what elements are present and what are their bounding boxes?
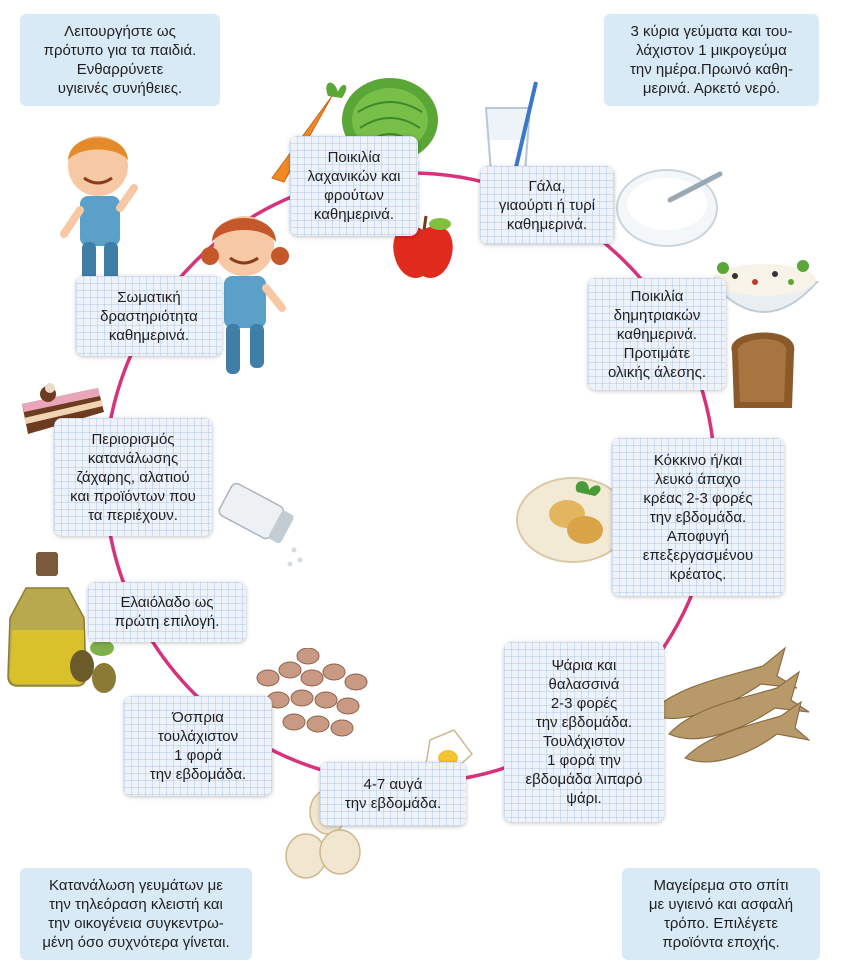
card-legumes-text: Όσπρια τουλάχιστον 1 φορά την εβδομάδα. [149, 709, 247, 783]
card-olive-oil-text: Ελαιόλαδο ως πρώτη επιλογή. [114, 594, 220, 630]
card-meat-text: Κόκκινο ή/και λευκό άπαχο κρέας 2-3 φορές την εβδομάδα. Αποφυγή επεξεργασμένου κρέατος. [642, 451, 754, 583]
yogurt-bowl-icon [612, 160, 732, 250]
card-vegetables-fruits-text: Ποικιλία λαχανικών και φρούτων καθημερινά. [307, 149, 401, 223]
note-meals [604, 14, 819, 106]
note-home-cooking-text: Μαγείρεμα στο σπίτι με υγιεινό και ασφαλή τρόπο. Επιλέγετε προϊόντα εποχής. [648, 877, 794, 951]
card-physical-activity-text: Σωματική δραστηριότητα καθημερινά. [100, 288, 198, 344]
card-eggs-text: 4-7 αυγά την εβδομάδα. [344, 776, 442, 812]
card-dairy-text: Γάλα, γιαούρτι ή τυρί καθημερινά. [498, 177, 596, 233]
card-sugar-salt [54, 418, 212, 536]
fish-icon [645, 636, 810, 766]
note-family-meals [20, 868, 252, 960]
card-olive-oil [88, 582, 246, 642]
card-dairy [480, 166, 614, 244]
card-cereals-text: Ποικιλία δημητριακών καθημερινά. Προτιμάτε ολικής άλεσης. [608, 287, 706, 381]
note-role-model-text: Λειτουργήστε ως πρότυπο για τα παιδιά. Ενθαρρύνετε υγιεινές συνήθειες. [43, 23, 197, 97]
card-legumes [124, 696, 272, 796]
card-meat [612, 438, 784, 596]
note-meals-text: 3 κύρια γεύματα και του- λάχιστον 1 μικρογεύμα την ημέρα.Πρωινό καθη- μερινά. Αρκετό νερό. [629, 23, 794, 97]
bread-icon [722, 322, 802, 414]
card-sugar-salt-text: Περιορισμός κατανάλωσης ζάχαρης, αλατιού και προϊόντων που τα περιέχουν. [70, 430, 196, 524]
note-role-model [20, 14, 220, 106]
card-fish [504, 642, 664, 822]
card-cereals [588, 278, 726, 390]
card-physical-activity [76, 276, 222, 356]
salt-shaker-icon [210, 478, 310, 574]
running-boy-icon [60, 130, 140, 300]
card-fish-text: Ψάρια και θαλασσινά 2-3 φορές την εβδομάδα. Τουλάχιστον 1 φορά την εβδομάδα λιπαρό ψάρι. [525, 657, 643, 807]
card-vegetables-fruits [290, 136, 418, 236]
note-home-cooking [622, 868, 820, 960]
note-family-meals-text: Κατανάλωση γευμάτων με την τηλεόραση κλειστή και την οικογένεια συγκεντρω- μένη όσο συχνότερα γίνεται. [42, 877, 230, 951]
card-eggs [320, 762, 466, 826]
